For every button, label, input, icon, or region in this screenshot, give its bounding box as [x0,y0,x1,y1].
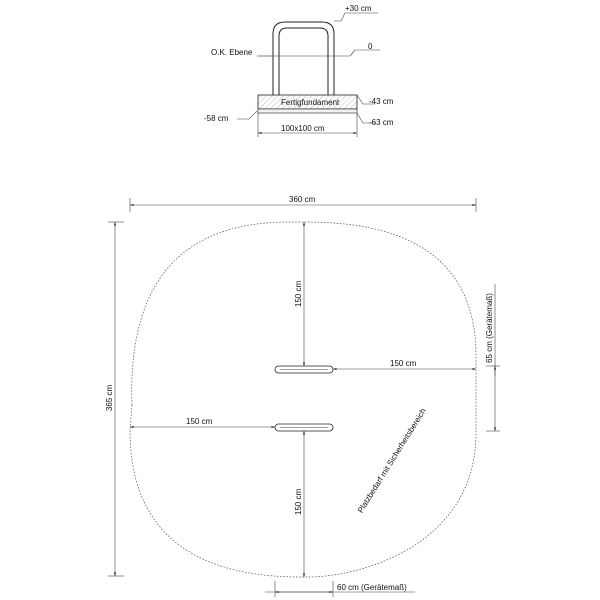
foundation-size-label: 100x100 cm [281,124,325,133]
height-label: 365 cm [105,384,114,412]
device-depth-label: 65 cm (Gerätemaß) [485,293,494,363]
left-depth-label: -58 cm [204,114,229,123]
bar-frame [273,22,334,95]
top-height-label: +30 cm [345,4,372,13]
plan-view [105,195,500,597]
bottom-vertical-label: 150 cm [294,488,303,516]
foundation-top-label: -43 cm [369,97,394,106]
top-height-leader [334,13,378,21]
top-vertical-label: 150 cm [294,280,303,308]
right-horizontal-label: 150 cm [390,359,417,368]
left-depth-leader [237,111,257,119]
elevation-view [204,4,394,137]
width-label: 360 cm [289,195,316,204]
safety-area-label: Platzbedarf mit Sicherheitsbereich [355,406,428,515]
foundation-bottom-label: -63 cm [369,118,394,127]
foundation-base [258,109,357,113]
ground-value-leader [350,50,380,56]
foundation-label: Fertigfundament [281,98,340,107]
safety-area-outline [130,222,476,577]
ground-value-label: 0 [368,42,373,51]
ground-level-label: O.K. Ebene [211,48,253,57]
left-horizontal-label: 150 cm [186,417,213,426]
device-width-label: 60 cm (Gerätemaß) [337,583,407,592]
